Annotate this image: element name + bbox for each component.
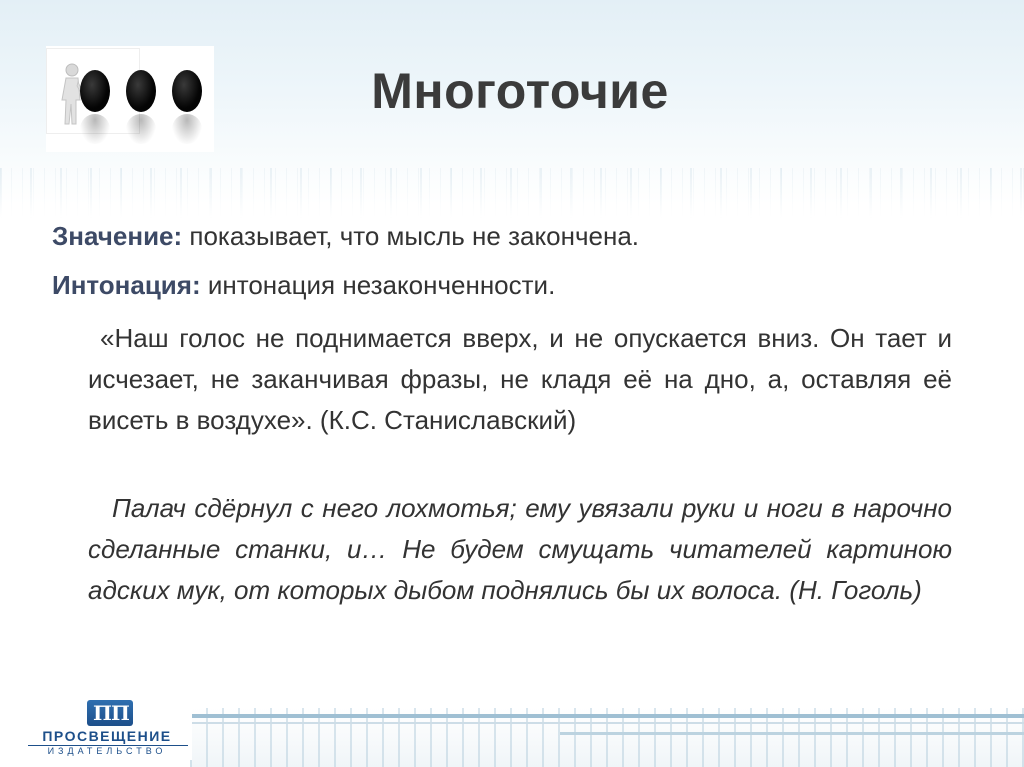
dot-reflection-3 [172, 114, 202, 144]
publisher-subtitle: ИЗДАТЕЛЬСТВО [47, 746, 167, 756]
slide-title: Многоточие [371, 63, 669, 119]
publisher-emblem-icon [87, 700, 133, 726]
stanislavsky-quote: «Наш голос не поднимается вверх, и не опускается вниз. Он тает и исчезает, не заканчивая фразы, не кладя её на дно, а, оставляя её висеть в воздухе». (К.С. Станиславский) [88, 323, 952, 435]
three-dots-icon [76, 62, 216, 150]
footer-rule [190, 722, 1024, 724]
publisher-logo [22, 700, 192, 760]
gogol-quote: Палач сдёрнул с него лохмотья; ему увязали руки и ноги в нарочно сделанные станки, и… Не будем смущать читателей картиною адских мук, от которых дыбом поднялись бы их волоса. (Н. Гоголь) [88, 493, 952, 605]
emblem-letter: П [93, 701, 112, 725]
dot-reflection-2 [126, 114, 156, 144]
intonation-line [52, 267, 555, 303]
footer-rule [190, 714, 1024, 718]
intonation-text: интонация незаконченности. [200, 270, 556, 300]
decorative-lines [0, 168, 1024, 218]
dot-3 [172, 70, 202, 112]
meaning-line [52, 218, 639, 254]
ellipsis-logo [46, 46, 214, 152]
emblem-letter: П [111, 701, 130, 725]
dot-1 [80, 70, 110, 112]
dot-2 [126, 70, 156, 112]
meaning-label: Значение: [52, 221, 183, 251]
dot-reflection-1 [80, 114, 110, 144]
meaning-text: показывает, что мысль не закончена. [182, 221, 640, 251]
footer-rule [560, 732, 1024, 735]
publisher-name: ПРОСВЕЩЕНИЕ [42, 728, 172, 744]
intonation-label: Интонация: [52, 270, 201, 300]
